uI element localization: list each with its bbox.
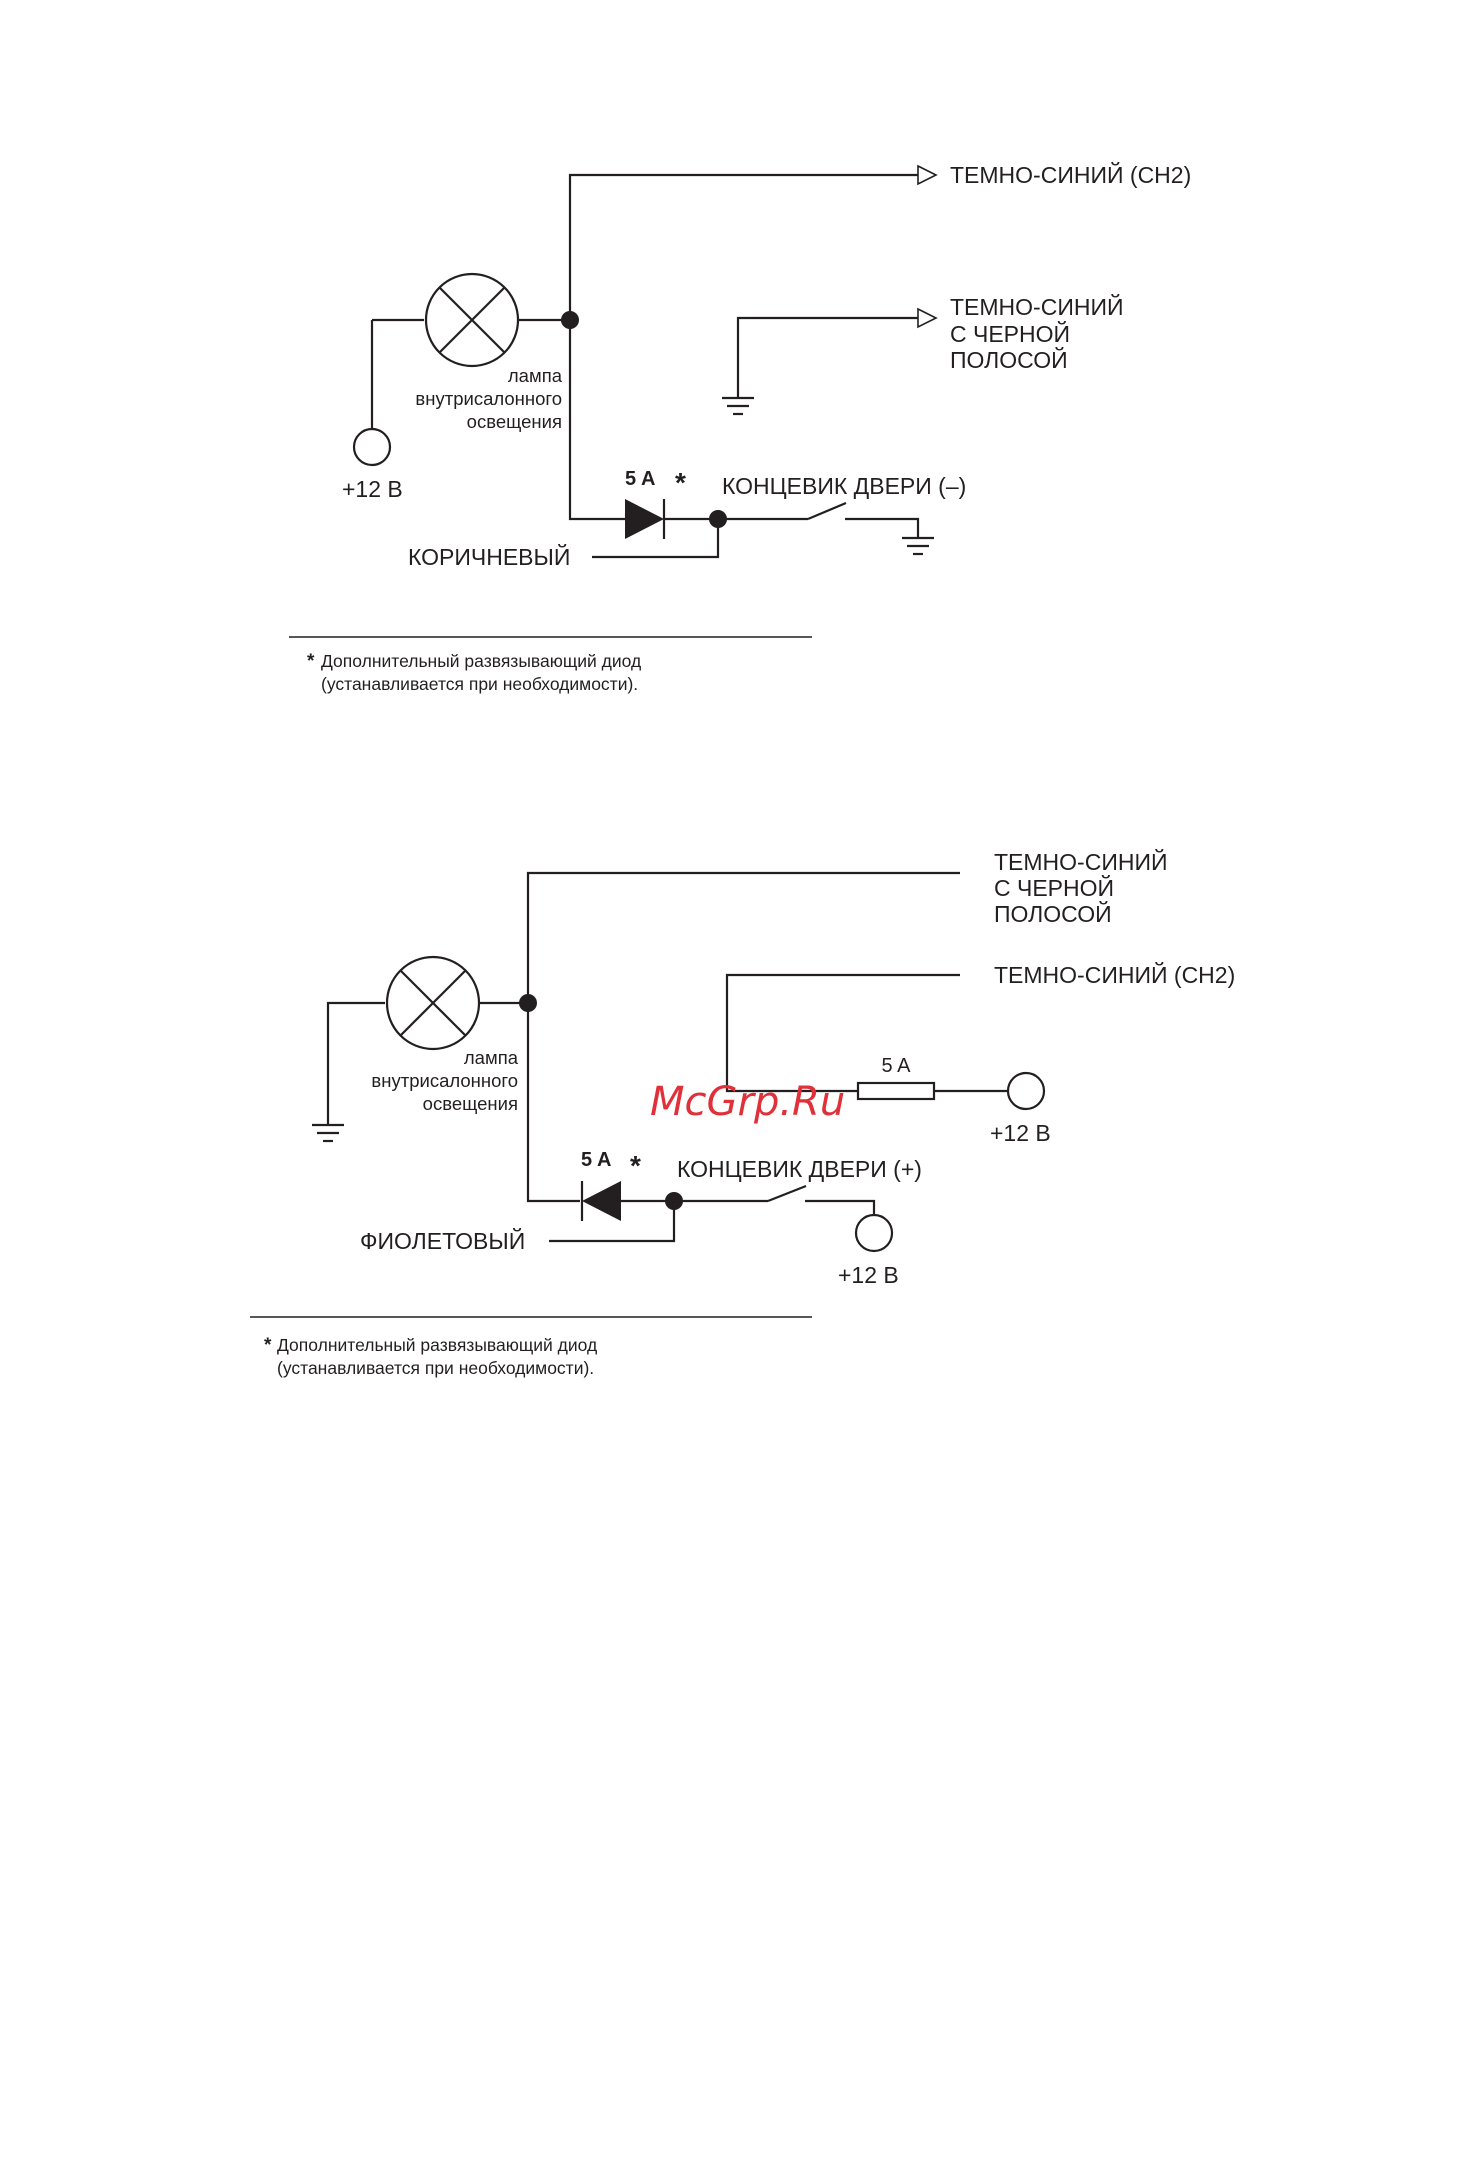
label-wire-black-stripe-1: ТЕМНО-СИНИЙ bbox=[950, 294, 1124, 320]
lamp-icon bbox=[426, 274, 518, 366]
arrow-black-stripe bbox=[918, 309, 936, 327]
note-star: * bbox=[264, 1335, 272, 1356]
wire-black-stripe-line bbox=[528, 873, 960, 1003]
diode-icon bbox=[625, 499, 664, 539]
label-wire-black-stripe-3: ПОЛОСОЙ bbox=[950, 347, 1068, 373]
fuse-rating: 5 A bbox=[881, 1055, 911, 1077]
lamp-label-1: лампа bbox=[507, 365, 562, 386]
ground-icon bbox=[722, 398, 754, 414]
note-line-2: (устанавливается при необходимости). bbox=[277, 1358, 595, 1378]
wire-ch2-line bbox=[727, 975, 960, 1091]
diagram-1-door-switch-negative bbox=[289, 161, 1191, 694]
switch-power-label: +12 В bbox=[838, 1262, 899, 1288]
power-terminal-icon bbox=[1008, 1073, 1044, 1109]
switch-icon bbox=[768, 1186, 806, 1201]
lamp-label-3: освещения bbox=[466, 411, 562, 432]
note-line-1: Дополнительный развязывающий диод bbox=[321, 651, 642, 671]
wire-violet-label: ФИОЛЕТОВЫЙ bbox=[360, 1228, 526, 1254]
label-wire-black-stripe-3: ПОЛОСОЙ bbox=[994, 901, 1112, 927]
diode-mark: * bbox=[675, 467, 686, 498]
fuse-power-label: +12 В bbox=[990, 1120, 1051, 1146]
lamp-label-2: внутрисалонного bbox=[371, 1070, 518, 1091]
diode-rating: 5 A bbox=[581, 1149, 612, 1171]
wire-ch2-line bbox=[570, 175, 918, 320]
power-label: +12 В bbox=[342, 476, 403, 502]
arrow-ch2 bbox=[918, 166, 936, 184]
power-terminal-icon bbox=[856, 1215, 892, 1251]
door-switch-label: КОНЦЕВИК ДВЕРИ (–) bbox=[722, 473, 967, 499]
note-star: * bbox=[307, 651, 315, 672]
label-wire-ch2: ТЕМНО-СИНИЙ (CH2) bbox=[994, 962, 1236, 988]
ground-icon bbox=[902, 538, 934, 554]
label-wire-black-stripe-2: С ЧЕРНОЙ bbox=[950, 321, 1071, 347]
lamp-label-1: лампа bbox=[463, 1047, 518, 1068]
lamp-label-3: освещения bbox=[422, 1093, 518, 1114]
label-wire-black-stripe-2: С ЧЕРНОЙ bbox=[994, 875, 1115, 901]
ground-icon bbox=[312, 1125, 344, 1141]
wire-brown-label: КОРИЧНЕВЫЙ bbox=[408, 544, 571, 570]
wire-black-stripe-line bbox=[738, 318, 918, 398]
fuse-icon bbox=[858, 1083, 934, 1099]
door-switch-label: КОНЦЕВИК ДВЕРИ (+) bbox=[677, 1156, 922, 1182]
power-terminal-icon bbox=[354, 429, 390, 465]
lamp-label-2: внутрисалонного bbox=[415, 388, 562, 409]
switch-icon bbox=[808, 503, 846, 519]
diode-rating: 5 A bbox=[625, 468, 656, 490]
note-line-1: Дополнительный развязывающий диод bbox=[277, 1335, 598, 1355]
diode-icon bbox=[582, 1181, 621, 1221]
label-wire-black-stripe-1: ТЕМНО-СИНИЙ bbox=[994, 849, 1168, 875]
watermark: McGrp.Ru bbox=[650, 1079, 846, 1125]
note-line-2: (устанавливается при необходимости). bbox=[321, 674, 639, 694]
label-wire-ch2: ТЕМНО-СИНИЙ (CH2) bbox=[950, 162, 1192, 188]
diode-mark: * bbox=[630, 1150, 641, 1181]
lamp-icon bbox=[387, 957, 479, 1049]
